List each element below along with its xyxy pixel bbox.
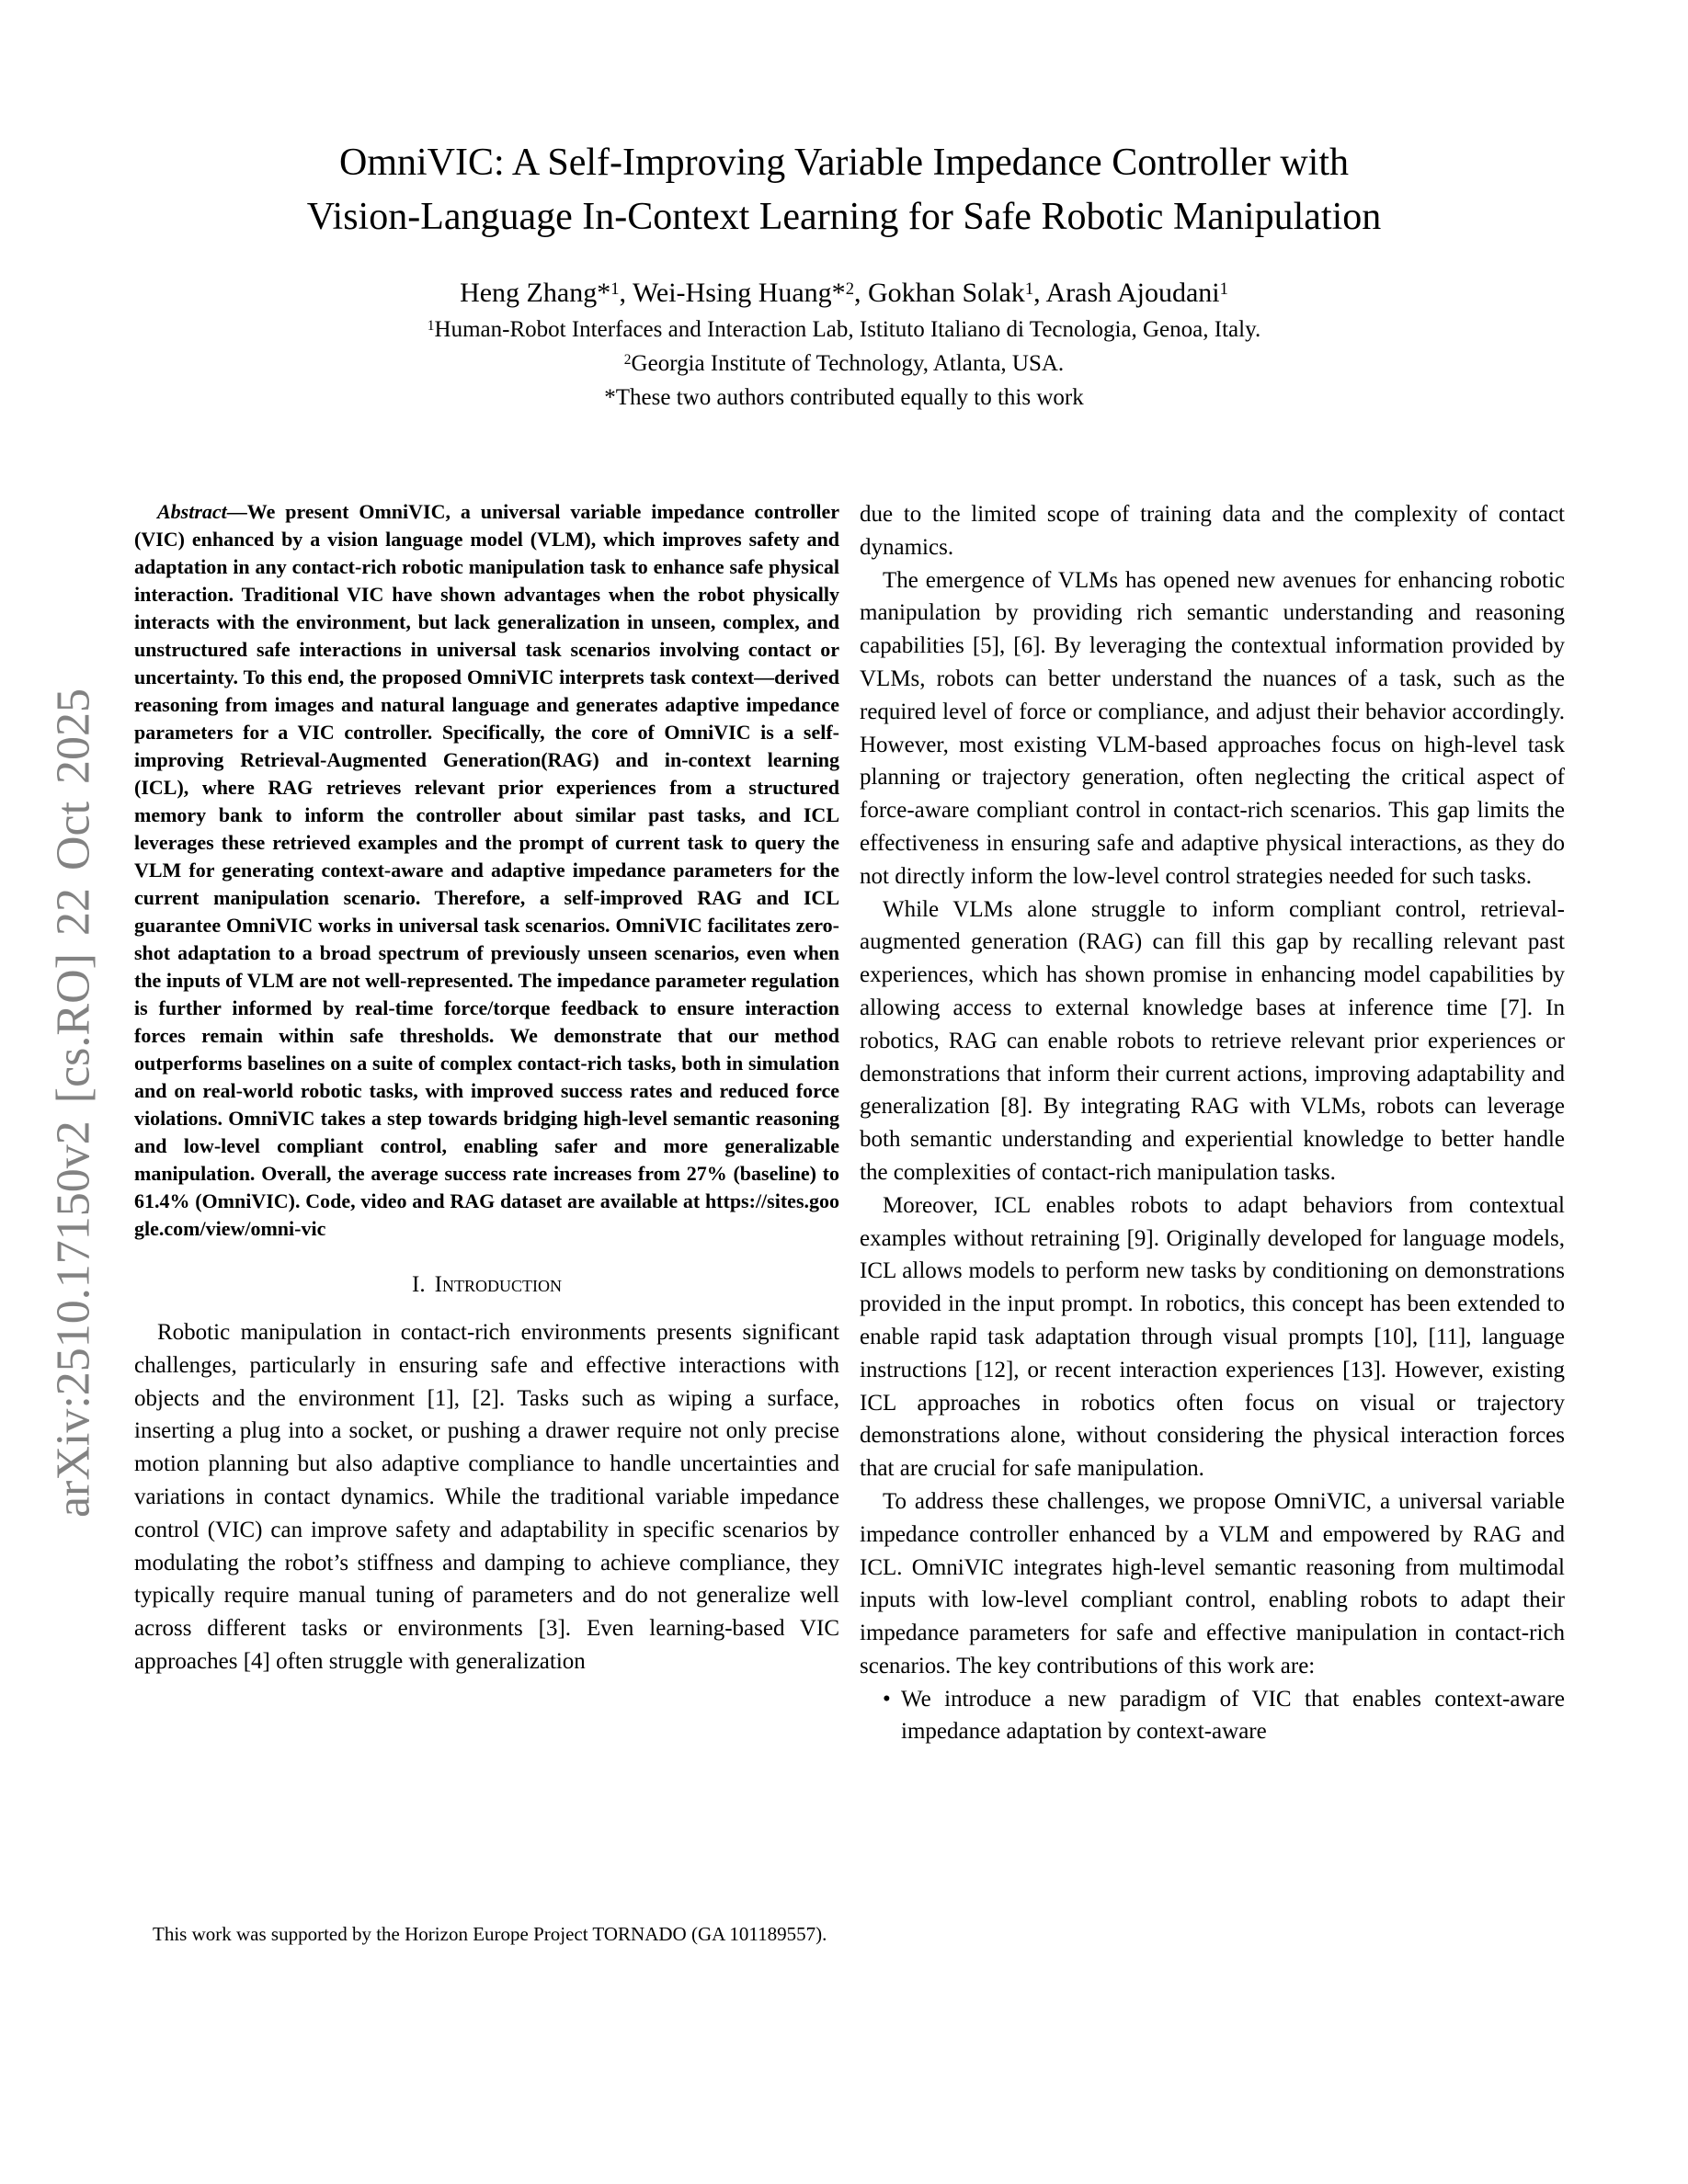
author-name: Heng Zhang*$^1$, <box>460 278 633 308</box>
section-heading-introduction <box>134 1272 839 1298</box>
affiliation-line: $^1$Human-Robot Interfaces and Interaction Lab, Istituto Italiano di Tecnologia, Genoa, Italy. <box>427 317 1261 342</box>
author-affiliation-mark: 1 <box>610 279 620 299</box>
right-column <box>860 498 1565 1748</box>
funding-footnote-text: This work was supported by the Horizon Europe Project TORNADO (GA 101189557). <box>153 1923 827 1945</box>
abstract <box>134 498 839 1243</box>
author-name: Gokhan Solak$^1$, <box>867 278 1046 308</box>
affiliation-mark: 1 <box>427 318 435 335</box>
affiliation-line: $^2$Georgia Institute of Technology, Atlanta, USA. <box>623 351 1065 376</box>
section-title: Introduction <box>434 1272 562 1297</box>
affiliations <box>0 313 1688 415</box>
left-column <box>134 498 839 1678</box>
bullet-icon: • <box>883 1686 891 1712</box>
equal-contribution-note: *These two authors contributed equally to this work <box>604 385 1084 410</box>
abstract-label: Abstract <box>157 500 227 523</box>
author-affiliation-mark: 2 <box>845 279 854 299</box>
body-paragraph: due to the limited scope of training data and the complexity of contact dynamics. <box>860 502 1565 560</box>
author-affiliation-mark: 1 <box>1024 279 1034 299</box>
contribution-bullet <box>860 1683 1565 1749</box>
abstract-text: —We present OmniVIC, a universal variable impedance controller (VIC) enhanced by a vision language model (VLM), which improves safety and adaptation in any contact-rich robotic manipulation task to enhance safe physical interaction. Traditional VIC have shown advantages when the robot physically interacts with the environment, but lack generalization in unseen, complex, and unstructured safe interactions in universal task scenarios involving contact or uncertainty. To this end, the proposed OmniVIC interprets task context—derived reasoning from images and natural language and generates adaptive impedance parameters for a VIC controller. Specifically, the core of OmniVIC is a self-improving Retrieval-Augmented Generation(RAG) and in-context learning (ICL), where RAG retrieves relevant prior experiences from a structured memory bank to inform the controller about similar past tasks, and ICL leverages these retrieved examples and the prompt of current task to query the VLM for generating context-aware and adaptive impedance parameters for the current manipulation scenario. Therefore, a self-improved RAG and ICL guarantee OmniVIC works in universal task scenarios. OmniVIC facilitates zero-shot adaptation to a broad spectrum of previously unseen scenarios, even when the inputs of VLM are not well-represented. The impedance parameter regulation is further informed by real-time force/torque feedback to ensure interaction forces remain within safe thresholds. We demonstrate that our method outperforms baselines on a suite of complex contact-rich tasks, both in simulation and on real-world robotic tasks, with improved success rates and reduced force violations. OmniVIC takes a step towards bridging high-level semantic reasoning and low-level compliant control, enabling safer and more generalizable manipulation. Overall, the average success rate increases from 27% (baseline) to 61.4% (OmniVIC). Code, video and RAG dataset are available at <box>134 500 839 1212</box>
project-url[interactable]: https://sites.google.com/view/omni-vic <box>134 1189 839 1240</box>
affiliation-mark: 2 <box>623 352 632 369</box>
arxiv-stamp: arXiv:2510.17150v2 [cs.RO] 22 Oct 2025 <box>47 688 100 1519</box>
bullet-text: We introduce a new paradigm of VIC that enables context-aware impedance adaptation by context-aware <box>901 1686 1565 1745</box>
body-paragraph: Moreover, ICL enables robots to adapt behaviors from contextual examples without retraining [9]. Originally developed for language models, ICL allows models to perform new tasks by conditioning on demonstrations provided in the input prompt. In robotics, this concept has been extended to enable rapid task adaptation through visual prompts [10], [11], language instructions [12], or recent interaction experiences [13]. However, existing ICL approaches in robotics often focus on visual or trajectory demonstrations alone, without considering the physical interaction forces that are crucial for safe manipulation. <box>860 1192 1565 1482</box>
body-paragraph: The emergence of VLMs has opened new avenues for enhancing robotic manipulation by providing rich semantic understanding and reasoning capabilities [5], [6]. By leveraging the contextual information provided by VLMs, robots can better understand the nuances of a task, such as the required level of force or compliance, and adjust their behavior accordingly. However, most existing VLM-based approaches focus on high-level task planning or trajectory generation, often neglecting the critical aspect of force-aware compliant control in contact-rich scenarios. This gap limits the effectiveness in ensuring safe and adaptive physical interactions, as they do not directly inform the low-level control strategies needed for such tasks. <box>860 567 1565 889</box>
paper-title <box>0 136 1688 245</box>
funding-footnote <box>134 1923 839 1946</box>
author-affiliation-mark: 1 <box>1219 279 1228 299</box>
body-paragraph: To address these challenges, we propose OmniVIC, a universal variable impedance controller enhanced by a VLM and empowered by RAG and ICL. OmniVIC integrates high-level semantic reasoning from multimodal inputs with low-level compliant control, enabling robots to adapt their impedance parameters for safe and effective manipulation in contact-rich scenarios. The key contributions of this work are: <box>860 1488 1565 1678</box>
author-list <box>0 278 1688 309</box>
section-number: I. <box>412 1272 426 1297</box>
intro-paragraph: Robotic manipulation in contact-rich environments presents significant challenges, particularly in ensuring safe and effective interactions with objects and the environment [1], [2]. Tasks such as wiping a surface, inserting a plug into a socket, or pushing a drawer require not only precise motion planning but also adaptive compliance to handle uncertainties and variations in contact dynamics. While the traditional variable impedance control (VIC) can improve safety and adaptability in specific scenarios by modulating the robot’s stiffness and damping to achieve compliance, they typically require manual tuning of parameters and do not generalize well across different tasks or environments [3]. Even learning-based VIC approaches [4] often struggle with generalization <box>134 1320 839 1674</box>
author-name: Arash Ajoudani$^1$ <box>1045 278 1228 308</box>
paper-title-line-2: Vision-Language In-Context Learning for Safe Robotic Manipulation <box>306 196 1382 238</box>
author-name: Wei-Hsing Huang*$^2$, <box>632 278 868 308</box>
body-paragraph: While VLMs alone struggle to inform compliant control, retrieval-augmented generation (RAG) can fill this gap by recalling relevant past experiences, which has shown promise in enhancing model capabilities by allowing access to external knowledge bases at inference time [7]. In robotics, RAG can enable robots to retrieve relevant prior experiences or demonstrations that inform their current actions, improving adaptability and generalization [8]. By integrating RAG with VLMs, robots can leverage both semantic understanding and experiential knowledge to better handle the complexities of contact-rich manipulation tasks. <box>860 896 1565 1185</box>
paper-title-line-1: OmniVIC: A Self-Improving Variable Impedance Controller with <box>338 142 1349 184</box>
